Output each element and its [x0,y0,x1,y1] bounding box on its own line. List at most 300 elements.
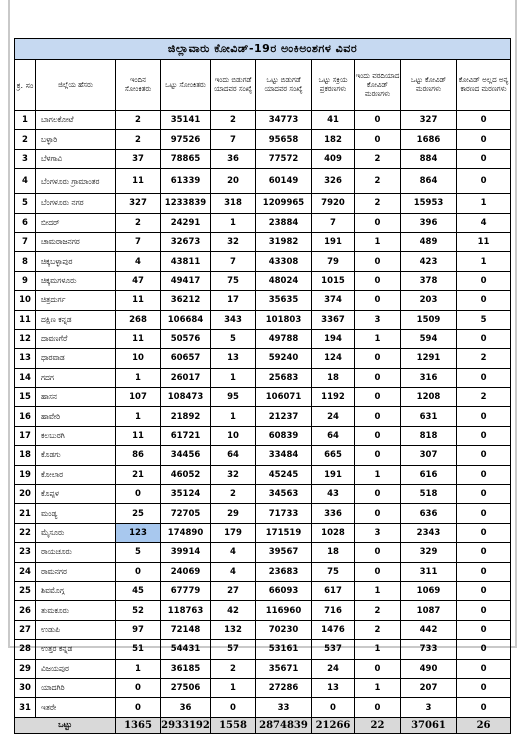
cell-active-cases[interactable]: 41 [312,111,355,130]
cell-district-name[interactable]: ಗದಗ [36,368,116,387]
cell-district-name[interactable]: ದಾವಣಗೆರೆ [36,329,116,348]
cell-today-deaths[interactable]: 0 [355,213,401,232]
cell-total-positive[interactable]: 72705 [161,504,211,523]
cell-today-deaths[interactable]: 0 [355,252,401,271]
cell-today-deaths[interactable]: 3 [355,310,401,329]
cell-total-discharged[interactable]: 33484 [256,446,312,465]
column-header-total-deaths[interactable]: ಒಟ್ಟು ಕೋವಿಡ್ ಮರಣಗಳು [401,60,457,111]
cell-active-cases[interactable]: 1028 [312,523,355,542]
cell-today-deaths[interactable]: 0 [355,271,401,290]
cell-district-name[interactable]: ಮೈಸೂರು [36,523,116,542]
cell-today-deaths[interactable]: 1 [355,640,401,659]
cell-non-covid-deaths[interactable]: 0 [457,562,511,581]
cell-sno[interactable]: 13 [15,349,36,368]
cell-total-positive[interactable]: 35141 [161,111,211,130]
cell-today-deaths[interactable]: 0 [355,446,401,465]
cell-total-positive[interactable]: 27506 [161,678,211,697]
cell-today-positive[interactable]: 37 [116,149,161,168]
cell-today-deaths[interactable]: 0 [355,368,401,387]
cell-non-covid-deaths[interactable]: 0 [457,465,511,484]
total-today-positive[interactable]: 1365 [116,717,161,733]
cell-sno[interactable]: 3 [15,149,36,168]
cell-total-deaths[interactable]: 378 [401,271,457,290]
cell-total-positive[interactable]: 67779 [161,581,211,600]
cell-today-positive[interactable]: 1 [116,659,161,678]
cell-today-deaths[interactable]: 0 [355,504,401,523]
cell-today-discharged[interactable]: 36 [211,149,256,168]
cell-non-covid-deaths[interactable]: 0 [457,485,511,504]
cell-total-positive[interactable]: 36 [161,698,211,717]
cell-non-covid-deaths[interactable]: 0 [457,640,511,659]
cell-active-cases[interactable]: 191 [312,465,355,484]
cell-sno[interactable]: 25 [15,581,36,600]
cell-today-positive[interactable]: 1 [116,368,161,387]
cell-total-discharged[interactable]: 59240 [256,349,312,368]
cell-total-deaths[interactable]: 1208 [401,388,457,407]
cell-today-positive[interactable]: 21 [116,465,161,484]
cell-total-deaths[interactable]: 884 [401,149,457,168]
cell-total-positive[interactable]: 1233839 [161,194,211,213]
cell-non-covid-deaths[interactable]: 0 [457,169,511,194]
cell-total-discharged[interactable]: 33 [256,698,312,717]
cell-non-covid-deaths[interactable]: 0 [457,111,511,130]
cell-total-discharged[interactable]: 35671 [256,659,312,678]
total-active-cases[interactable]: 21266 [312,717,355,733]
cell-total-deaths[interactable]: 329 [401,543,457,562]
cell-active-cases[interactable]: 3367 [312,310,355,329]
cell-sno[interactable]: 7 [15,232,36,251]
cell-active-cases[interactable]: 617 [312,581,355,600]
cell-non-covid-deaths[interactable]: 0 [457,698,511,717]
cell-district-name[interactable]: ಕೋಲಾರ [36,465,116,484]
column-header-today-deaths[interactable]: ಇಂದು ವರದಿಯಾದ ಕೋವಿಡ್ ಮರಣಗಳು [355,60,401,111]
cell-total-discharged[interactable]: 77572 [256,149,312,168]
total-total-positive[interactable]: 2933192 [161,717,211,733]
cell-today-positive[interactable]: 327 [116,194,161,213]
cell-district-name[interactable]: ಯಾದಗಿರಿ [36,678,116,697]
cell-total-deaths[interactable]: 1291 [401,349,457,368]
cell-today-positive[interactable]: 10 [116,349,161,368]
cell-sno[interactable]: 22 [15,523,36,542]
cell-today-positive[interactable]: 1 [116,407,161,426]
cell-total-discharged[interactable]: 71733 [256,504,312,523]
cell-total-discharged[interactable]: 45245 [256,465,312,484]
cell-today-positive[interactable]: 25 [116,504,161,523]
cell-non-covid-deaths[interactable]: 0 [457,543,511,562]
cell-active-cases[interactable]: 194 [312,329,355,348]
cell-today-positive[interactable]: 47 [116,271,161,290]
cell-district-name[interactable]: ರಾಯಚೂರು [36,543,116,562]
cell-today-discharged[interactable]: 1 [211,678,256,697]
total-label[interactable]: ಒಟ್ಟು [15,717,116,733]
cell-non-covid-deaths[interactable]: 0 [457,368,511,387]
cell-sno[interactable]: 18 [15,446,36,465]
cell-active-cases[interactable]: 537 [312,640,355,659]
cell-total-discharged[interactable]: 25683 [256,368,312,387]
cell-sno[interactable]: 29 [15,659,36,678]
cell-active-cases[interactable]: 124 [312,349,355,368]
cell-total-discharged[interactable]: 171519 [256,523,312,542]
cell-non-covid-deaths[interactable]: 1 [457,252,511,271]
cell-sno[interactable]: 9 [15,271,36,290]
cell-today-discharged[interactable]: 57 [211,640,256,659]
cell-sno[interactable]: 14 [15,368,36,387]
cell-district-name[interactable]: ಕೊಡಗು [36,446,116,465]
cell-total-discharged[interactable]: 66093 [256,581,312,600]
cell-total-deaths[interactable]: 489 [401,232,457,251]
cell-active-cases[interactable]: 326 [312,169,355,194]
cell-active-cases[interactable]: 79 [312,252,355,271]
cell-today-discharged[interactable]: 4 [211,543,256,562]
cell-total-discharged[interactable]: 39567 [256,543,312,562]
cell-non-covid-deaths[interactable]: 0 [457,407,511,426]
cell-today-discharged[interactable]: 7 [211,130,256,149]
column-header-non-covid-deaths[interactable]: ಕೋವಿಡ್ ಅಲ್ಲದ ಅನ್ಯ ಕಾರಣದ ಮರಣಗಳು [457,60,511,111]
cell-today-discharged[interactable]: 343 [211,310,256,329]
cell-total-discharged[interactable]: 34563 [256,485,312,504]
cell-active-cases[interactable]: 24 [312,659,355,678]
cell-total-positive[interactable]: 39914 [161,543,211,562]
cell-total-discharged[interactable]: 23884 [256,213,312,232]
cell-district-name[interactable]: ಕೊಪ್ಪಳ [36,485,116,504]
cell-total-deaths[interactable]: 1509 [401,310,457,329]
cell-sno[interactable]: 24 [15,562,36,581]
column-header-district[interactable]: ಜಿಲ್ಲೆಯ ಹೆಸರು [36,60,116,111]
column-header-today-positive[interactable]: ಇಂದಿನ ಸೋಂಕಿತರು [116,60,161,111]
cell-today-discharged[interactable]: 4 [211,562,256,581]
cell-district-name[interactable]: ಬೆಂಗಳೂರು ನಗರ [36,194,116,213]
cell-today-deaths[interactable]: 0 [355,291,401,310]
cell-total-deaths[interactable]: 594 [401,329,457,348]
cell-today-discharged[interactable]: 318 [211,194,256,213]
cell-today-discharged[interactable]: 2 [211,659,256,678]
cell-district-name[interactable]: ವಿಜಯಪುರ [36,659,116,678]
cell-sno[interactable]: 4 [15,169,36,194]
cell-sno[interactable]: 2 [15,130,36,149]
cell-active-cases[interactable]: 64 [312,426,355,445]
cell-non-covid-deaths[interactable]: 0 [457,291,511,310]
cell-today-discharged[interactable]: 7 [211,252,256,271]
cell-district-name[interactable]: ಬೀದರ್ [36,213,116,232]
cell-non-covid-deaths[interactable]: 2 [457,349,511,368]
column-header-today-discharged[interactable]: ಇಂದು ಬಿಡುಗಡೆ ಯಾದವರ ಸಂಖ್ಯೆ [211,60,256,111]
cell-today-positive[interactable]: 123 [116,523,161,542]
cell-today-positive[interactable]: 7 [116,232,161,251]
cell-total-positive[interactable]: 50576 [161,329,211,348]
cell-non-covid-deaths[interactable]: 0 [457,149,511,168]
cell-district-name[interactable]: ಮಂಡ್ಯ [36,504,116,523]
cell-district-name[interactable]: ಬಳ್ಳಾರಿ [36,130,116,149]
cell-today-deaths[interactable]: 0 [355,543,401,562]
cell-today-discharged[interactable]: 0 [211,698,256,717]
cell-today-deaths[interactable]: 1 [355,329,401,348]
cell-sno[interactable]: 11 [15,310,36,329]
cell-non-covid-deaths[interactable]: 0 [457,601,511,620]
cell-sno[interactable]: 19 [15,465,36,484]
cell-total-deaths[interactable]: 311 [401,562,457,581]
cell-today-deaths[interactable]: 0 [355,407,401,426]
cell-active-cases[interactable]: 7 [312,213,355,232]
cell-non-covid-deaths[interactable]: 1 [457,194,511,213]
cell-today-deaths[interactable]: 2 [355,601,401,620]
cell-district-name[interactable]: ಚಿಕ್ಕಬಳ್ಳಾಪುರ [36,252,116,271]
cell-today-deaths[interactable]: 1 [355,678,401,697]
cell-today-discharged[interactable]: 29 [211,504,256,523]
cell-total-deaths[interactable]: 423 [401,252,457,271]
cell-sno[interactable]: 15 [15,388,36,407]
cell-today-deaths[interactable]: 0 [355,111,401,130]
cell-total-deaths[interactable]: 518 [401,485,457,504]
cell-total-positive[interactable]: 32673 [161,232,211,251]
cell-active-cases[interactable]: 13 [312,678,355,697]
cell-total-positive[interactable]: 174890 [161,523,211,542]
cell-district-name[interactable]: ಧಾರವಾಡ [36,349,116,368]
cell-non-covid-deaths[interactable]: 0 [457,678,511,697]
cell-total-discharged[interactable]: 1209965 [256,194,312,213]
cell-total-positive[interactable]: 21892 [161,407,211,426]
cell-active-cases[interactable]: 24 [312,407,355,426]
cell-total-positive[interactable]: 106684 [161,310,211,329]
cell-total-discharged[interactable]: 106071 [256,388,312,407]
cell-sno[interactable]: 21 [15,504,36,523]
cell-district-name[interactable]: ತುಮಕೂರು [36,601,116,620]
cell-total-positive[interactable]: 78865 [161,149,211,168]
cell-total-positive[interactable]: 24291 [161,213,211,232]
cell-sno[interactable]: 12 [15,329,36,348]
cell-today-deaths[interactable]: 0 [355,659,401,678]
cell-district-name[interactable]: ಬೆಳಗಾವಿ [36,149,116,168]
cell-today-deaths[interactable]: 0 [355,562,401,581]
cell-active-cases[interactable]: 191 [312,232,355,251]
cell-sno[interactable]: 20 [15,485,36,504]
cell-non-covid-deaths[interactable]: 0 [457,581,511,600]
cell-total-deaths[interactable]: 1686 [401,130,457,149]
cell-sno[interactable]: 30 [15,678,36,697]
cell-total-deaths[interactable]: 396 [401,213,457,232]
cell-today-positive[interactable]: 11 [116,169,161,194]
cell-district-name[interactable]: ಕಲಬುರಗಿ [36,426,116,445]
cell-non-covid-deaths[interactable]: 0 [457,130,511,149]
cell-non-covid-deaths[interactable]: 0 [457,329,511,348]
cell-total-positive[interactable]: 43811 [161,252,211,271]
cell-today-discharged[interactable]: 1 [211,368,256,387]
cell-non-covid-deaths[interactable]: 0 [457,271,511,290]
cell-active-cases[interactable]: 18 [312,368,355,387]
cell-today-discharged[interactable]: 132 [211,620,256,639]
cell-today-positive[interactable]: 11 [116,291,161,310]
cell-today-deaths[interactable]: 2 [355,149,401,168]
cell-today-discharged[interactable]: 10 [211,426,256,445]
cell-today-discharged[interactable]: 32 [211,465,256,484]
cell-active-cases[interactable]: 336 [312,504,355,523]
cell-total-deaths[interactable]: 1087 [401,601,457,620]
cell-today-discharged[interactable]: 32 [211,232,256,251]
cell-total-discharged[interactable]: 21237 [256,407,312,426]
total-total-discharged[interactable]: 2874839 [256,717,312,733]
cell-today-deaths[interactable]: 2 [355,169,401,194]
cell-non-covid-deaths[interactable]: 0 [457,504,511,523]
cell-active-cases[interactable]: 18 [312,543,355,562]
cell-sno[interactable]: 16 [15,407,36,426]
cell-total-discharged[interactable]: 48024 [256,271,312,290]
cell-total-discharged[interactable]: 60839 [256,426,312,445]
total-today-discharged[interactable]: 1558 [211,717,256,733]
cell-today-discharged[interactable]: 179 [211,523,256,542]
cell-total-discharged[interactable]: 43308 [256,252,312,271]
cell-today-positive[interactable]: 5 [116,543,161,562]
cell-total-positive[interactable]: 72148 [161,620,211,639]
cell-total-discharged[interactable]: 27286 [256,678,312,697]
cell-district-name[interactable]: ಚಿಕ್ಕಮಗಳೂರು [36,271,116,290]
cell-total-positive[interactable]: 24069 [161,562,211,581]
cell-non-covid-deaths[interactable]: 5 [457,310,511,329]
cell-today-deaths[interactable]: 0 [355,698,401,717]
cell-today-discharged[interactable]: 2 [211,111,256,130]
cell-district-name[interactable]: ಹಾವೇರಿ [36,407,116,426]
total-today-deaths[interactable]: 22 [355,717,401,733]
cell-total-positive[interactable]: 26017 [161,368,211,387]
cell-total-deaths[interactable]: 1069 [401,581,457,600]
cell-active-cases[interactable]: 0 [312,698,355,717]
cell-district-name[interactable]: ಬೆಂಗಳೂರು ಗ್ರಾಮಾಂತರ [36,169,116,194]
cell-sno[interactable]: 1 [15,111,36,130]
cell-district-name[interactable]: ಶಿವಮೊಗ್ಗ [36,581,116,600]
cell-today-positive[interactable]: 0 [116,562,161,581]
cell-active-cases[interactable]: 7920 [312,194,355,213]
cell-total-positive[interactable]: 97526 [161,130,211,149]
cell-sno[interactable]: 10 [15,291,36,310]
cell-total-deaths[interactable]: 442 [401,620,457,639]
cell-total-discharged[interactable]: 23683 [256,562,312,581]
cell-non-covid-deaths[interactable]: 0 [457,620,511,639]
cell-total-positive[interactable]: 61721 [161,426,211,445]
cell-sno[interactable]: 8 [15,252,36,271]
cell-total-positive[interactable]: 34456 [161,446,211,465]
cell-total-deaths[interactable]: 616 [401,465,457,484]
cell-total-positive[interactable]: 61339 [161,169,211,194]
cell-total-positive[interactable]: 49417 [161,271,211,290]
cell-today-positive[interactable]: 4 [116,252,161,271]
cell-active-cases[interactable]: 374 [312,291,355,310]
cell-total-positive[interactable]: 60657 [161,349,211,368]
cell-today-positive[interactable]: 97 [116,620,161,639]
table-title[interactable]: ಜಿಲ್ಲಾವಾರು ಕೋವಿಡ್-19ರ ಅಂಕಿಅಂಶಗಳ ವಿವರ [15,39,511,60]
total-total-deaths[interactable]: 37061 [401,717,457,733]
cell-total-discharged[interactable]: 101803 [256,310,312,329]
cell-today-positive[interactable]: 0 [116,485,161,504]
cell-non-covid-deaths[interactable]: 0 [457,523,511,542]
cell-today-discharged[interactable]: 27 [211,581,256,600]
cell-total-positive[interactable]: 118763 [161,601,211,620]
cell-non-covid-deaths[interactable]: 4 [457,213,511,232]
cell-total-deaths[interactable]: 207 [401,678,457,697]
cell-today-positive[interactable]: 0 [116,678,161,697]
cell-district-name[interactable]: ದಕ್ಷಿಣ ಕನ್ನಡ [36,310,116,329]
cell-today-positive[interactable]: 2 [116,111,161,130]
cell-total-deaths[interactable]: 2343 [401,523,457,542]
cell-sno[interactable]: 28 [15,640,36,659]
cell-today-discharged[interactable]: 42 [211,601,256,620]
cell-today-deaths[interactable]: 3 [355,523,401,542]
cell-sno[interactable]: 23 [15,543,36,562]
cell-today-discharged[interactable]: 75 [211,271,256,290]
cell-district-name[interactable]: ರಾಮನಗರ [36,562,116,581]
column-header-total-discharged[interactable]: ಒಟ್ಟು ಬಿಡುಗಡೆ ಯಾದವರ ಸಂಖ್ಯೆ [256,60,312,111]
cell-today-deaths[interactable]: 1 [355,465,401,484]
cell-total-positive[interactable]: 36185 [161,659,211,678]
cell-sno[interactable]: 6 [15,213,36,232]
cell-district-name[interactable]: ಚಿತ್ರದುರ್ಗ [36,291,116,310]
cell-district-name[interactable]: ಚಾಮರಾಜನಗರ [36,232,116,251]
cell-total-deaths[interactable]: 316 [401,368,457,387]
cell-today-discharged[interactable]: 1 [211,213,256,232]
cell-today-deaths[interactable]: 1 [355,581,401,600]
cell-sno[interactable]: 5 [15,194,36,213]
cell-active-cases[interactable]: 409 [312,149,355,168]
cell-total-positive[interactable]: 46052 [161,465,211,484]
cell-district-name[interactable]: ಉಡುಪಿ [36,620,116,639]
cell-today-deaths[interactable]: 0 [355,485,401,504]
cell-total-discharged[interactable]: 34773 [256,111,312,130]
cell-today-discharged[interactable]: 17 [211,291,256,310]
cell-active-cases[interactable]: 716 [312,601,355,620]
cell-today-positive[interactable]: 52 [116,601,161,620]
cell-total-deaths[interactable]: 327 [401,111,457,130]
cell-sno[interactable]: 31 [15,698,36,717]
total-non-covid-deaths[interactable]: 26 [457,717,511,733]
cell-non-covid-deaths[interactable]: 0 [457,426,511,445]
cell-total-discharged[interactable]: 53161 [256,640,312,659]
cell-today-positive[interactable]: 107 [116,388,161,407]
cell-today-discharged[interactable]: 64 [211,446,256,465]
cell-total-discharged[interactable]: 70230 [256,620,312,639]
cell-active-cases[interactable]: 75 [312,562,355,581]
cell-active-cases[interactable]: 1476 [312,620,355,639]
cell-today-deaths[interactable]: 0 [355,388,401,407]
cell-today-positive[interactable]: 51 [116,640,161,659]
cell-active-cases[interactable]: 665 [312,446,355,465]
cell-sno[interactable]: 17 [15,426,36,445]
cell-today-discharged[interactable]: 20 [211,169,256,194]
cell-total-discharged[interactable]: 35635 [256,291,312,310]
cell-total-deaths[interactable]: 864 [401,169,457,194]
cell-district-name[interactable]: ಹಾಸನ [36,388,116,407]
cell-sno[interactable]: 27 [15,620,36,639]
cell-today-discharged[interactable]: 1 [211,407,256,426]
cell-total-discharged[interactable]: 95658 [256,130,312,149]
cell-total-positive[interactable]: 108473 [161,388,211,407]
cell-today-positive[interactable]: 2 [116,130,161,149]
cell-today-deaths[interactable]: 1 [355,232,401,251]
cell-total-deaths[interactable]: 307 [401,446,457,465]
cell-total-positive[interactable]: 35124 [161,485,211,504]
cell-district-name[interactable]: ಇತರೇ [36,698,116,717]
cell-total-deaths[interactable]: 636 [401,504,457,523]
column-header-active-cases[interactable]: ಒಟ್ಟು ಸಕ್ರಿಯ ಪ್ರಕರಣಗಳು [312,60,355,111]
cell-active-cases[interactable]: 43 [312,485,355,504]
cell-today-discharged[interactable]: 2 [211,485,256,504]
cell-non-covid-deaths[interactable]: 11 [457,232,511,251]
cell-today-positive[interactable]: 11 [116,426,161,445]
cell-total-deaths[interactable]: 631 [401,407,457,426]
cell-total-deaths[interactable]: 490 [401,659,457,678]
column-header-sno[interactable]: ಕ್ರ. ಸಂ [15,60,36,111]
cell-today-deaths[interactable]: 0 [355,426,401,445]
cell-today-discharged[interactable]: 13 [211,349,256,368]
cell-non-covid-deaths[interactable]: 0 [457,446,511,465]
cell-today-positive[interactable]: 2 [116,213,161,232]
cell-total-discharged[interactable]: 31982 [256,232,312,251]
